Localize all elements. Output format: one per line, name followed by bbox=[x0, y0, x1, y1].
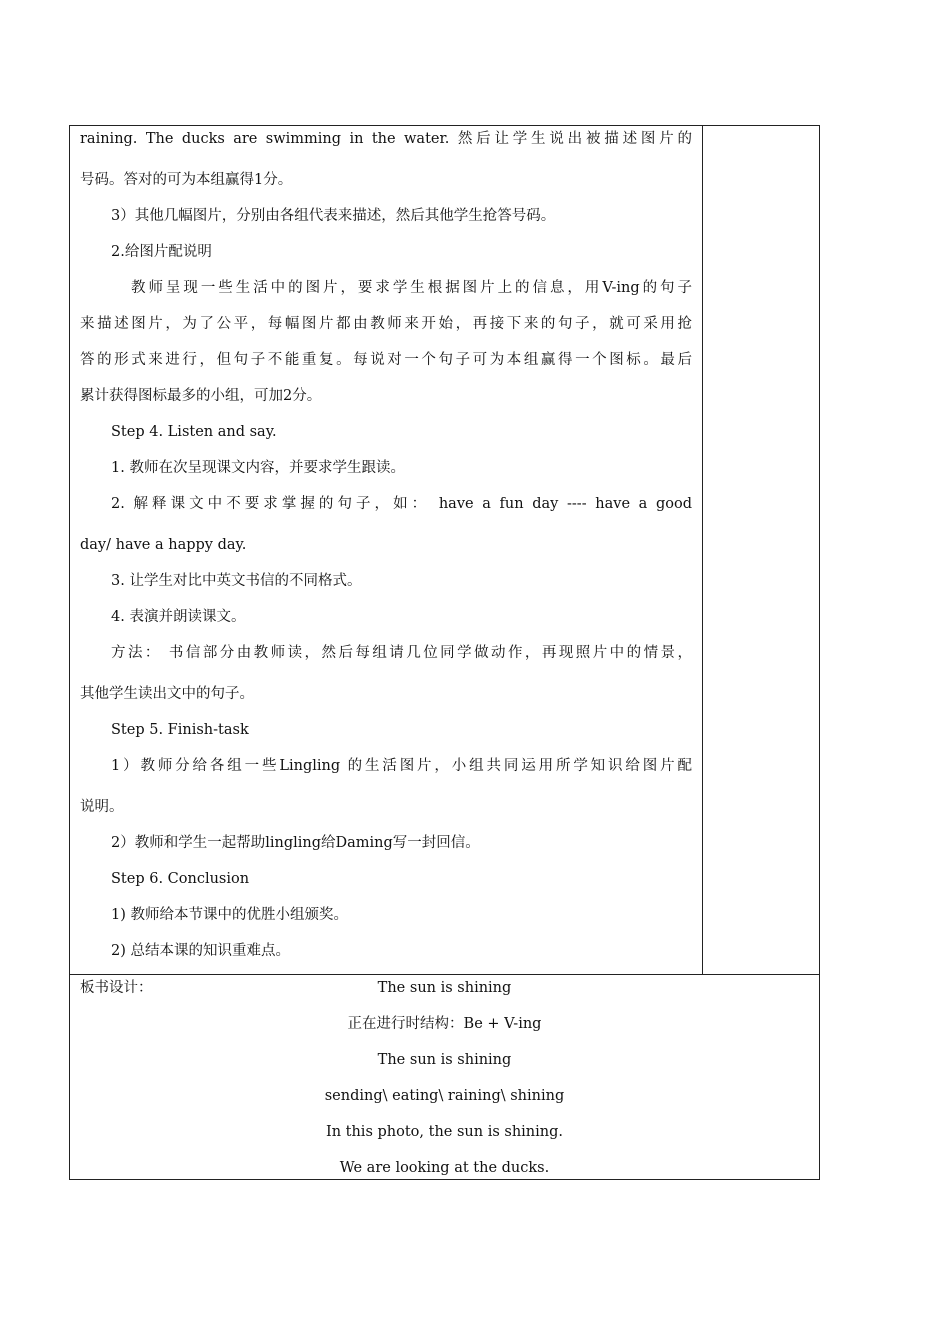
board-design-label: 板书设计： bbox=[80, 980, 153, 996]
text-line: Step 5. Finish-task bbox=[111, 722, 249, 738]
text-line: Step 6. Conclusion bbox=[111, 871, 250, 887]
procedure-row bbox=[70, 126, 820, 975]
text-line: 2）教师和学生一起帮助lingling给Daming写一封回信。 bbox=[111, 835, 480, 851]
text-line: 其他学生读出文中的句子。 bbox=[80, 686, 254, 702]
text-line: 方法： 书信部分由教师读，然后每组请几位同学做动作，再现照片中的情景， bbox=[111, 645, 692, 661]
lesson-plan-table bbox=[69, 125, 820, 1180]
text-line: 答的形式来进行，但句子不能重复。每说对一个句子可为本组赢得一个图标。最后 bbox=[80, 352, 692, 368]
text-line: 来描述图片，为了公平，每幅图片都由教师来开始，再接下来的句子，就可采用抢 bbox=[80, 316, 692, 332]
text-line: Step 4. Listen and say. bbox=[111, 424, 277, 440]
lesson-plan-table-wrapper bbox=[69, 125, 819, 1180]
board-line: The sun is shining bbox=[377, 980, 512, 996]
text-line: 1. 教师在次呈现课文内容，并要求学生跟读。 bbox=[111, 460, 405, 476]
board-line: 正在进行时结构：Be + V-ing bbox=[347, 1016, 542, 1032]
notes-cell bbox=[703, 126, 820, 975]
text-line: 4. 表演并朗读课文。 bbox=[111, 609, 246, 625]
text-line: 2.给图片配说明 bbox=[111, 244, 212, 260]
text-line: 号码。答对的可为本组赢得1分。 bbox=[80, 172, 293, 188]
text-line: 1) 教师给本节课中的优胜小组颁奖。 bbox=[111, 907, 348, 923]
text-line: day/ have a happy day. bbox=[80, 537, 247, 553]
text-line: 累计获得图标最多的小组，可加2分。 bbox=[80, 388, 322, 404]
text-line: raining. The ducks are swimming in the water. 然后让学生说出被描述图片的 bbox=[80, 131, 692, 147]
text-line: 说明。 bbox=[80, 799, 124, 815]
board-design-cell bbox=[70, 975, 820, 1180]
procedure-cell bbox=[70, 126, 703, 975]
text-line: 3）其他几幅图片，分别由各组代表来描述，然后其他学生抢答号码。 bbox=[111, 208, 556, 224]
board-line: The sun is shining bbox=[377, 1052, 512, 1068]
text-line: 教师呈现一些生活中的图片，要求学生根据图片上的信息，用V-ing的句子 bbox=[131, 280, 692, 296]
text-line: 1）教师分给各组一些Lingling 的生活图片，小组共同运用所学知识给图片配 bbox=[111, 758, 692, 774]
board-line: In this photo, the sun is shining. bbox=[325, 1124, 564, 1140]
text-line: 2. 解释课文中不要求掌握的句子，如： have a fun day ---- have a good bbox=[111, 496, 692, 512]
text-line: 2) 总结本课的知识重难点。 bbox=[111, 943, 290, 959]
board-line: sending\ eating\ raining\ shining bbox=[324, 1088, 565, 1104]
text-line: 3. 让学生对比中英文书信的不同格式。 bbox=[111, 573, 362, 589]
board-design bbox=[70, 975, 819, 1179]
board-design-row bbox=[70, 975, 820, 1180]
procedure-text bbox=[70, 126, 702, 974]
board-line: We are looking at the ducks. bbox=[339, 1160, 550, 1176]
